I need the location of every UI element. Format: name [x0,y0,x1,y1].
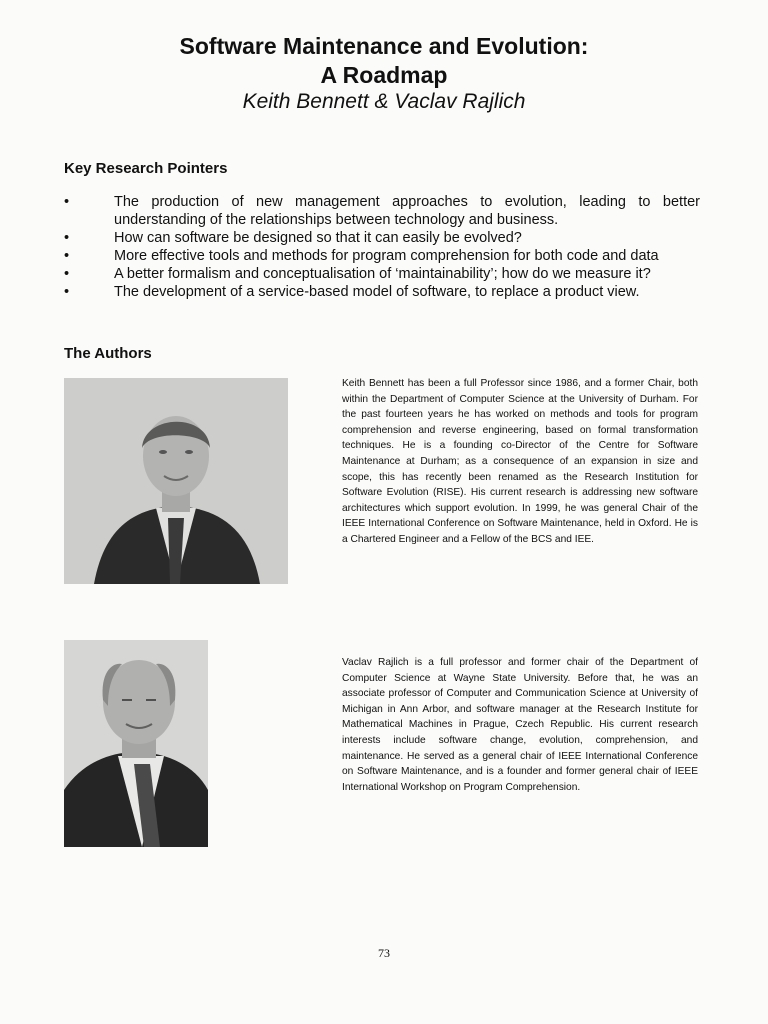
title-line-1: Software Maintenance and Evolution: [179,33,589,59]
list-item [64,265,700,283]
bullet: • [64,248,70,264]
title-line-2: A Roadmap [320,62,448,88]
list-item-text: More effective tools and methods for program comprehension for both code and data [114,248,659,264]
portrait-icon [64,378,288,584]
list-item [64,283,700,301]
list-item-text: How can software be designed so that it can easily be evolved? [114,230,522,246]
list-item [64,229,700,247]
bullet: • [64,194,70,210]
bio-bennett: Keith Bennett has been a full Professor since 1986, and a former Chair, both within the Department of Computer Science at the University of Durham. For the past fourteen years he has worked on methods and tools for program comprehension and reverse engineering, based on formal transformation techniques. He is a founding co-Director of the Centre for Software Maintenance at Durham; as a consequence of an expansion in size and scope, this has recently been renamed as the Research Institution for Software Evolution (RISE). His current research is addressing new software architectures which support evolution. In 1999, he was general Chair of the IEEE International Conference on Software Maintenance, held in Oxford. He is a Chartered Engineer and a Fellow of the BCS and IEE. [342,378,698,545]
page-number: 73 [378,946,390,960]
bullet: • [64,230,70,246]
list-item-text: The development of a service-based model of software, to replace a product view. [114,284,640,300]
research-pointers-list [64,193,700,301]
list-item-text: The production of new management approaches to evolution, leading to better understanding of the relationships between technology and business. [114,194,700,228]
authors-heading: The Authors [64,345,152,362]
author-photo-bennett [64,378,288,584]
list-item-text: A better formalism and conceptualisation of ‘maintainability’; how do we measure it? [114,266,651,282]
author-names: Keith Bennett & Vaclav Rajlich [242,90,526,113]
bullet: • [64,284,70,300]
list-item [64,247,700,265]
paper-title [0,32,768,90]
bullet: • [64,266,70,282]
bio-rajlich: Vaclav Rajlich is a full professor and former chair of the Department of Computer Science at Wayne State University. Before that, he was an associate professor of Computer and Communication Science at University of Michigan in Ann Arbor, and software manager at the Research Institute for Mathematical Machines in Prague, Czech Republic. His current research interests include software change, evolution, comprehension, and maintenance. He served as a general chair of IEEE International Conference on Software Maintenance, and is a founder and former general chair of IEEE International Workshop on Program Comprehension. [342,657,698,793]
portrait-icon [64,640,208,847]
key-research-pointers-heading: Key Research Pointers [64,160,228,177]
list-item [64,193,700,229]
author-photo-rajlich [64,640,208,847]
